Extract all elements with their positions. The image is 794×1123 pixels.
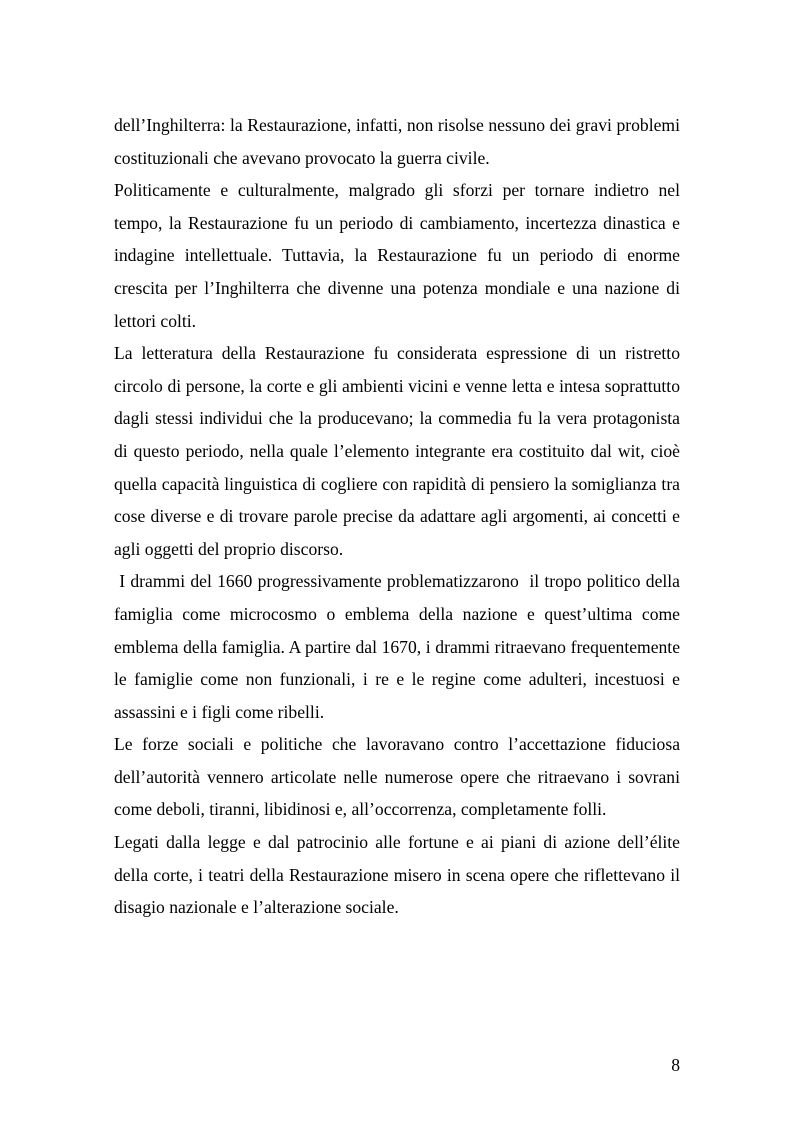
body-text	[114, 109, 685, 924]
page-number: 8	[671, 1055, 680, 1075]
paragraph-5: Le forze sociali e politiche che lavoravano contro l’accettazione fiduciosa dell’autorità vennero articolate nelle numerose opere che ritraevano i sovrani come deboli, tiranni, libidinosi e, all’occorrenza, completamente folli.	[114, 734, 685, 820]
paragraph-1: dell’Inghilterra: la Restaurazione, infatti, non risolse nessuno dei gravi problemi costituzionali che avevano provocato la guerra civile.	[114, 115, 685, 168]
paragraph-3: La letteratura della Restaurazione fu considerata espressione di un ristretto circolo di persone, la corte e gli ambienti vicini e venne letta e intesa soprattutto dagli stessi individui che la producevano; la commedia fu la vera protagonista di questo periodo, nella quale l’elemento integrante era costituito dal wit, cioè quella capacità linguistica di cogliere con rapidità di pensiero la somiglianza tra cose diverse e di trovare parole precise da adattare agli argomenti, ai concetti e agli oggetti del proprio discorso.	[114, 343, 685, 559]
paragraph-4: I drammi del 1660 progressivamente problematizzarono il tropo politico della famiglia come microcosmo o emblema della nazione e quest’ultima come emblema della famiglia. A partire dal 1670, i drammi ritraevano frequentemente le famiglie come non funzionali, i re e le regine come adulteri, incestuosi e assassini e i figli come ribelli.	[114, 571, 685, 722]
paragraph-6: Legati dalla legge e dal patrocinio alle fortune e ai piani di azione dell’élite della corte, i teatri della Restaurazione misero in scena opere che riflettevano il disagio nazionale e l’alterazione sociale.	[114, 832, 685, 918]
paragraph-2: Politicamente e culturalmente, malgrado gli sforzi per tornare indietro nel tempo, la Restaurazione fu un periodo di cambiamento, incertezza dinastica e indagine intellettuale. Tuttavia, la Restaurazione fu un periodo di enorme crescita per l’Inghilterra che divenne una potenza mondiale e una nazione di lettori colti.	[114, 180, 685, 331]
